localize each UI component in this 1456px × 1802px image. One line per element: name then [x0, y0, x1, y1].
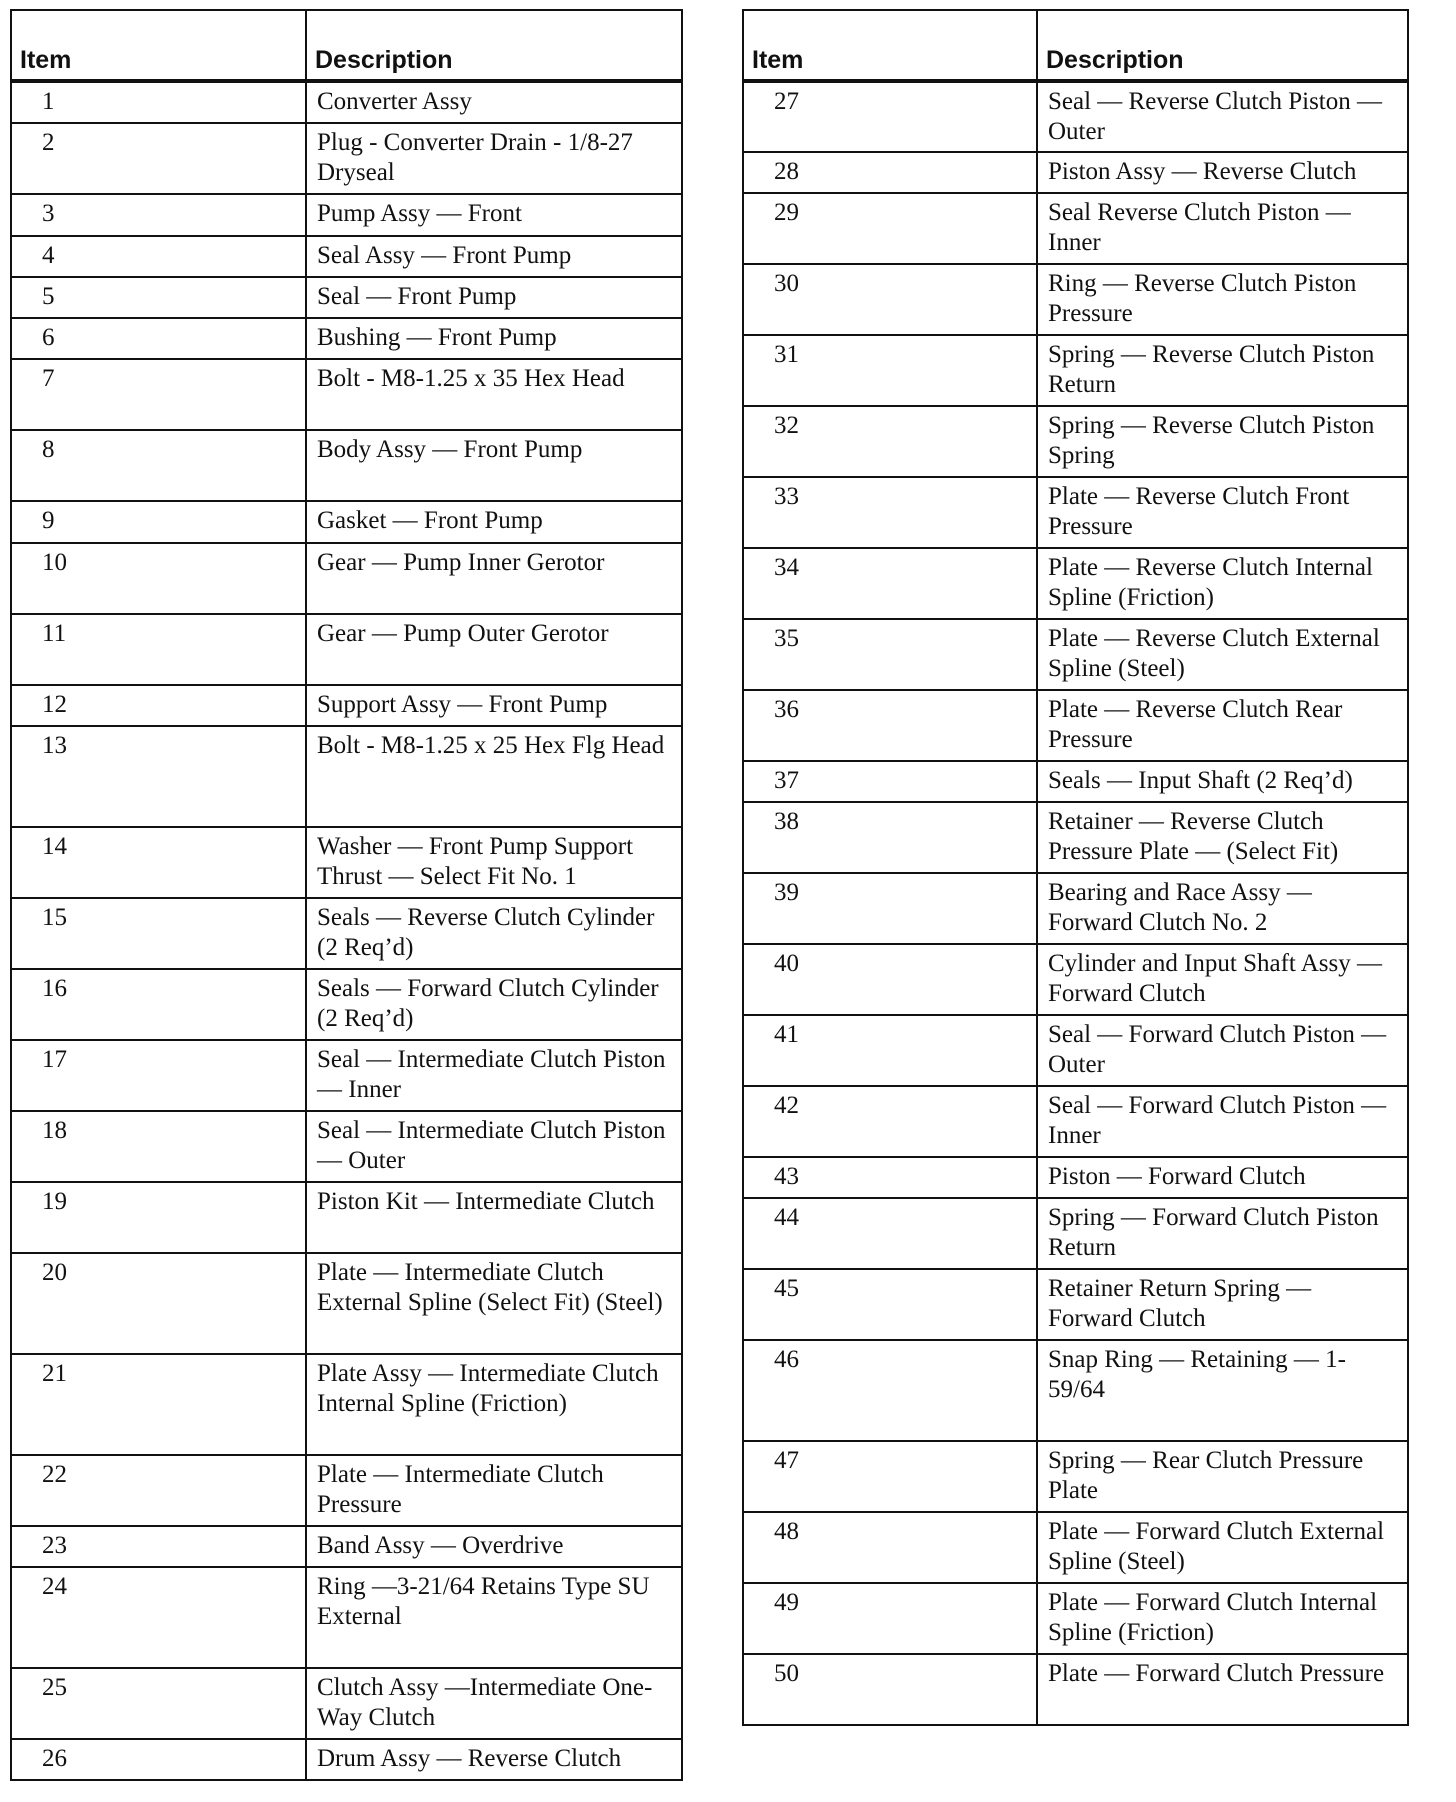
- item-number: 47: [743, 1441, 1037, 1512]
- item-number: 5: [11, 277, 306, 318]
- item-column-header: Item: [743, 10, 1037, 81]
- item-description: Seal — Reverse Clutch Piston — Outer: [1037, 81, 1408, 152]
- item-description: Seal — Intermediate Clutch Piston — Inner: [306, 1040, 682, 1111]
- item-description: Converter Assy: [306, 81, 682, 123]
- item-description: Piston Kit — Intermediate Clutch: [306, 1182, 682, 1253]
- table-row: [11, 1354, 682, 1455]
- table-row: [743, 1512, 1408, 1583]
- item-number: 8: [11, 430, 306, 501]
- header-row: [743, 10, 1408, 81]
- item-description: Gear — Pump Outer Gerotor: [306, 614, 682, 685]
- table-row: [11, 194, 682, 236]
- item-description: Pump Assy — Front: [306, 194, 682, 236]
- item-number: 31: [743, 335, 1037, 406]
- table-row: [11, 685, 682, 726]
- table-row: [743, 193, 1408, 264]
- item-description: Plate — Forward Clutch Internal Spline (Friction): [1037, 1583, 1408, 1654]
- item-number: 44: [743, 1198, 1037, 1269]
- item-number: 9: [11, 501, 306, 543]
- item-description: Plate Assy — Intermediate Clutch Internal Spline (Friction): [306, 1354, 682, 1455]
- item-number: 37: [743, 761, 1037, 802]
- parts-table-left: [10, 9, 683, 1781]
- table-row: [11, 277, 682, 318]
- item-number: 24: [11, 1567, 306, 1668]
- item-description: Spring — Reverse Clutch Piston Spring: [1037, 406, 1408, 477]
- item-description: Plate — Forward Clutch Pressure: [1037, 1654, 1408, 1725]
- item-description: Cylinder and Input Shaft Assy — Forward Clutch: [1037, 944, 1408, 1015]
- item-number: 41: [743, 1015, 1037, 1086]
- item-number: 22: [11, 1455, 306, 1526]
- item-description: Body Assy — Front Pump: [306, 430, 682, 501]
- table-row: [11, 1739, 682, 1780]
- table-row: [743, 1086, 1408, 1157]
- item-description: Retainer Return Spring — Forward Clutch: [1037, 1269, 1408, 1340]
- item-description: Plate — Reverse Clutch Internal Spline (Friction): [1037, 548, 1408, 619]
- item-column-header: Item: [11, 10, 306, 81]
- table-row: [743, 944, 1408, 1015]
- item-description: Plug - Converter Drain - 1/8-27 Dryseal: [306, 123, 682, 194]
- item-description: Seals — Reverse Clutch Cylinder (2 Req’d): [306, 898, 682, 969]
- item-number: 16: [11, 969, 306, 1040]
- item-description: Bolt - M8-1.25 x 25 Hex Flg Head: [306, 726, 682, 827]
- item-number: 18: [11, 1111, 306, 1182]
- item-description: Seal — Forward Clutch Piston — Inner: [1037, 1086, 1408, 1157]
- item-number: 6: [11, 318, 306, 359]
- item-description: Seals — Forward Clutch Cylinder (2 Req’d): [306, 969, 682, 1040]
- item-number: 2: [11, 123, 306, 194]
- item-number: 34: [743, 548, 1037, 619]
- table-row: [743, 548, 1408, 619]
- table-row: [11, 614, 682, 685]
- item-description: Bolt - M8-1.25 x 35 Hex Head: [306, 359, 682, 430]
- item-description: Spring — Rear Clutch Pressure Plate: [1037, 1441, 1408, 1512]
- item-number: 42: [743, 1086, 1037, 1157]
- item-description: Gasket — Front Pump: [306, 501, 682, 543]
- table-row: [743, 1198, 1408, 1269]
- item-description: Washer — Front Pump Support Thrust — Select Fit No. 1: [306, 827, 682, 898]
- item-description: Seal — Forward Clutch Piston — Outer: [1037, 1015, 1408, 1086]
- item-number: 38: [743, 802, 1037, 873]
- table-row: [11, 898, 682, 969]
- item-description: Plate — Intermediate Clutch External Spline (Select Fit) (Steel): [306, 1253, 682, 1354]
- header-row: [11, 10, 682, 81]
- item-number: 19: [11, 1182, 306, 1253]
- item-number: 13: [11, 726, 306, 827]
- item-number: 17: [11, 1040, 306, 1111]
- table-row: [11, 359, 682, 430]
- item-number: 43: [743, 1157, 1037, 1198]
- item-number: 3: [11, 194, 306, 236]
- table-row: [743, 406, 1408, 477]
- table-row: [743, 619, 1408, 690]
- item-description: Band Assy — Overdrive: [306, 1526, 682, 1567]
- item-number: 33: [743, 477, 1037, 548]
- table-row: [11, 236, 682, 277]
- item-description: Seal Assy — Front Pump: [306, 236, 682, 277]
- item-number: 30: [743, 264, 1037, 335]
- item-number: 23: [11, 1526, 306, 1567]
- description-column-header: Description: [306, 10, 682, 81]
- table-row: [743, 477, 1408, 548]
- item-number: 29: [743, 193, 1037, 264]
- table-row: [11, 1567, 682, 1668]
- item-number: 49: [743, 1583, 1037, 1654]
- table-row: [11, 1040, 682, 1111]
- item-number: 20: [11, 1253, 306, 1354]
- item-number: 4: [11, 236, 306, 277]
- table-row: [11, 81, 682, 123]
- table-row: [743, 690, 1408, 761]
- item-description: Piston — Forward Clutch: [1037, 1157, 1408, 1198]
- item-description: Seal — Front Pump: [306, 277, 682, 318]
- item-description: Plate — Reverse Clutch Front Pressure: [1037, 477, 1408, 548]
- table-row: [11, 1111, 682, 1182]
- item-number: 11: [11, 614, 306, 685]
- item-number: 25: [11, 1668, 306, 1739]
- table-row: [11, 318, 682, 359]
- item-number: 48: [743, 1512, 1037, 1583]
- table-row: [743, 1015, 1408, 1086]
- item-description: Seal — Intermediate Clutch Piston — Outer: [306, 1111, 682, 1182]
- table-row: [743, 761, 1408, 802]
- item-number: 40: [743, 944, 1037, 1015]
- item-description: Spring — Reverse Clutch Piston Return: [1037, 335, 1408, 406]
- item-number: 45: [743, 1269, 1037, 1340]
- item-number: 36: [743, 690, 1037, 761]
- item-number: 26: [11, 1739, 306, 1780]
- table-row: [11, 430, 682, 501]
- item-description: Ring — Reverse Clutch Piston Pressure: [1037, 264, 1408, 335]
- item-description: Piston Assy — Reverse Clutch: [1037, 152, 1408, 193]
- item-description: Seal Reverse Clutch Piston — Inner: [1037, 193, 1408, 264]
- item-number: 21: [11, 1354, 306, 1455]
- item-number: 46: [743, 1340, 1037, 1441]
- item-description: Ring —3-21/64 Retains Type SU External: [306, 1567, 682, 1668]
- item-description: Bushing — Front Pump: [306, 318, 682, 359]
- table-row: [743, 1157, 1408, 1198]
- table-row: [11, 1526, 682, 1567]
- table-row: [11, 827, 682, 898]
- table-row: [743, 264, 1408, 335]
- item-number: 10: [11, 543, 306, 614]
- item-description: Plate — Reverse Clutch External Spline (Steel): [1037, 619, 1408, 690]
- table-row: [743, 335, 1408, 406]
- item-description: Support Assy — Front Pump: [306, 685, 682, 726]
- item-number: 28: [743, 152, 1037, 193]
- item-description: Drum Assy — Reverse Clutch: [306, 1739, 682, 1780]
- item-number: 35: [743, 619, 1037, 690]
- item-number: 15: [11, 898, 306, 969]
- item-description: Gear — Pump Inner Gerotor: [306, 543, 682, 614]
- table-row: [743, 1269, 1408, 1340]
- table-row: [11, 1668, 682, 1739]
- table-row: [743, 81, 1408, 152]
- item-description: Bearing and Race Assy — Forward Clutch No. 2: [1037, 873, 1408, 944]
- table-row: [11, 1182, 682, 1253]
- item-description: Seals — Input Shaft (2 Req’d): [1037, 761, 1408, 802]
- table-row: [743, 1654, 1408, 1725]
- table-row: [743, 873, 1408, 944]
- description-column-header: Description: [1037, 10, 1408, 81]
- item-number: 32: [743, 406, 1037, 477]
- item-number: 27: [743, 81, 1037, 152]
- table-row: [743, 802, 1408, 873]
- item-number: 39: [743, 873, 1037, 944]
- item-number: 14: [11, 827, 306, 898]
- item-number: 7: [11, 359, 306, 430]
- table-row: [743, 1340, 1408, 1441]
- parts-table-right: [742, 9, 1409, 1726]
- item-description: Plate — Intermediate Clutch Pressure: [306, 1455, 682, 1526]
- item-description: Clutch Assy —Intermediate One-Way Clutch: [306, 1668, 682, 1739]
- table-row: [11, 726, 682, 827]
- table-row: [11, 1455, 682, 1526]
- item-description: Retainer — Reverse Clutch Pressure Plate — (Select Fit): [1037, 802, 1408, 873]
- item-description: Plate — Forward Clutch External Spline (Steel): [1037, 1512, 1408, 1583]
- item-number: 12: [11, 685, 306, 726]
- item-description: Spring — Forward Clutch Piston Return: [1037, 1198, 1408, 1269]
- table-row: [11, 969, 682, 1040]
- item-number: 50: [743, 1654, 1037, 1725]
- table-row: [11, 501, 682, 543]
- table-row: [743, 1441, 1408, 1512]
- table-row: [11, 123, 682, 194]
- item-description: Snap Ring — Retaining — 1-59/64: [1037, 1340, 1408, 1441]
- table-row: [11, 1253, 682, 1354]
- table-row: [743, 152, 1408, 193]
- table-row: [11, 543, 682, 614]
- item-number: 1: [11, 81, 306, 123]
- item-description: Plate — Reverse Clutch Rear Pressure: [1037, 690, 1408, 761]
- table-row: [743, 1583, 1408, 1654]
